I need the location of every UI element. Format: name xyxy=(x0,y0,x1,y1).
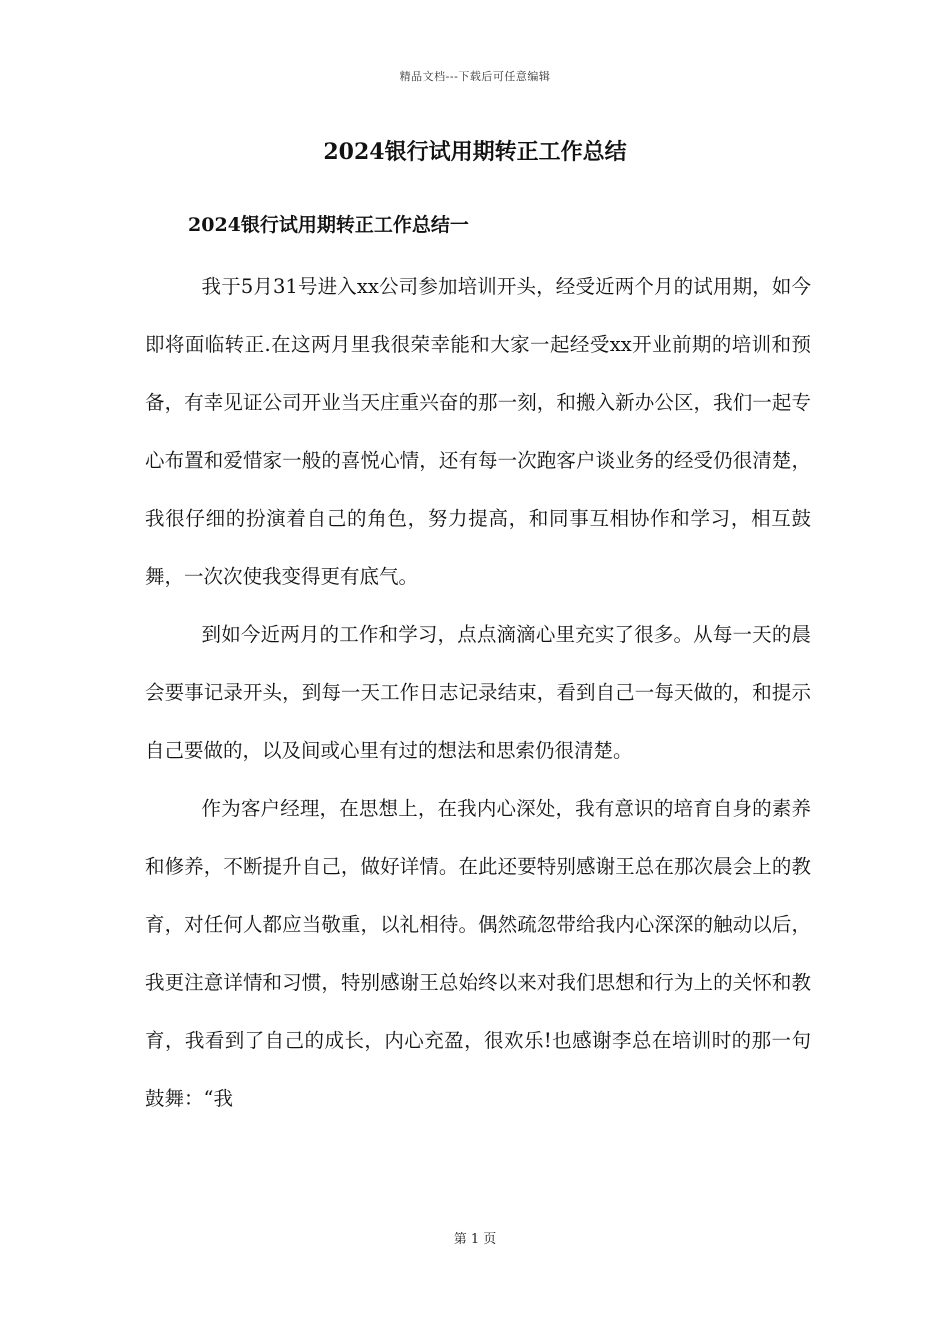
page-number: 第 1 页 xyxy=(453,1232,497,1247)
paragraph-2: 到如今近两月的工作和学习，点点滴滴心里充实了很多。从每一天的晨会要事记录开头，到每一天工作日志记录结束，看到自己一每天做的，和提示自己要做的，以及间或心里有过的想法和思索仍很清楚。 xyxy=(145,623,811,762)
page-header-note: 精品文档---下载后可任意编辑 xyxy=(399,70,551,83)
document-title: 2024银行试用期转正工作总结 xyxy=(323,139,627,165)
paragraph-3: 作为客户经理，在思想上，在我内心深处，我有意识的培育自身的素养和修养，不断提升自己，做好详情。在此还要特别感谢王总在那次晨会上的教育，对任何人都应当敬重，以礼相待。偶然疏忽带给我内心深深的触动以后，我更注意详情和习惯，特别感谢王总始终以来对我们思想和行为上的关怀和教育，我看到了自己的成长，内心充盈，很欢乐!也感谢李总在培训时的那一句鼓舞：“我 xyxy=(145,797,811,1110)
paragraph-1: 我于5月31号进入xx公司参加培训开头，经受近两个月的试用期，如今即将面临转正.在这两月里我很荣幸能和大家一起经受xx开业前期的培训和预备，有幸见证公司开业当天庄重兴奋的那一刻，和搬入新办公区，我们一起专心布置和爱惜家一般的喜悦心情，还有每一次跑客户谈业务的经受仍很清楚，我很仔细的扮演着自己的角色，努力提高，和同事互相协作和学习，相互鼓舞，一次次使我变得更有底气。 xyxy=(145,275,811,588)
document-body xyxy=(145,258,811,1128)
section-heading: 2024银行试用期转正工作总结一 xyxy=(188,214,469,236)
